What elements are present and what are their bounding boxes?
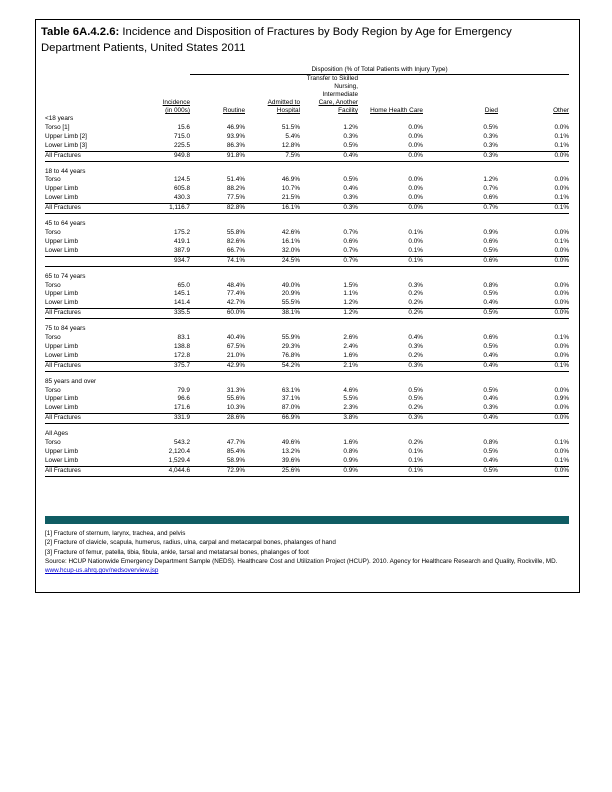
table-row: [45, 229, 569, 238]
table-row: [45, 282, 569, 291]
cell-value: 91.8%: [190, 151, 245, 161]
cell-value: 138.8: [174, 342, 190, 350]
cell-value: 0.0%: [408, 132, 423, 140]
row-label: Lower Limb: [45, 247, 133, 256]
cell-value: 0.4%: [423, 352, 498, 361]
cell-value: 58.9%: [190, 457, 245, 466]
table-row: [45, 361, 569, 371]
died-header: Died: [484, 107, 498, 114]
cell-value: 949.8: [133, 151, 190, 161]
table-row: [45, 448, 569, 457]
cell-value: 28.6%: [190, 414, 245, 424]
cell-value: 5.4%: [285, 132, 300, 140]
cell-value: 0.1%: [498, 204, 569, 214]
cell-value: 0.1%: [498, 194, 569, 203]
cell-value: 0.1%: [554, 334, 570, 342]
source-note: [45, 557, 569, 576]
cell-value: 387.9: [133, 247, 190, 256]
cell-value: 31.3%: [226, 386, 245, 394]
cell-value: 48.4%: [226, 281, 245, 289]
group-label-row: [45, 220, 569, 229]
header-row-disposition: [45, 66, 569, 75]
cell-value: 20.9%: [281, 290, 300, 298]
routine-header: Routine: [222, 107, 245, 114]
admitted-header-line2: Hospital: [276, 107, 300, 114]
row-label: Lower Limb: [45, 299, 133, 308]
row-label: Torso: [45, 228, 61, 236]
cell-value: 88.2%: [226, 185, 245, 193]
cell-value: 605.8: [174, 185, 190, 193]
cell-value: 0.1%: [554, 132, 570, 140]
age-group-label: 18 to 44 years: [45, 167, 86, 175]
cell-value: 0.5%: [483, 386, 498, 394]
cell-value: 16.1%: [281, 237, 300, 245]
table-row: [45, 142, 569, 151]
row-label: Upper Limb: [45, 237, 79, 245]
cell-value: 0.6%: [483, 334, 498, 342]
cell-value: 0.3%: [483, 132, 498, 140]
cell-value: 0.0%: [498, 404, 569, 413]
cell-value: 543.2: [174, 439, 190, 447]
table-row: [45, 176, 569, 185]
row-label: Torso: [45, 176, 61, 184]
row-label: Lower Limb: [45, 352, 133, 361]
cell-value: 0.1%: [408, 228, 423, 236]
cell-value: 96.6: [177, 395, 190, 403]
cell-value: 2.1%: [300, 361, 358, 371]
cell-value: 0.6%: [423, 256, 498, 266]
cell-value: 1,116.7: [133, 204, 190, 214]
cell-value: 0.1%: [554, 439, 570, 447]
table-row: [45, 256, 569, 266]
cell-value: 82.8%: [190, 204, 245, 214]
cell-value: 0.4%: [483, 395, 498, 403]
cell-value: 0.9%: [483, 228, 498, 236]
group-label-row: [45, 325, 569, 334]
cell-value: 0.3%: [358, 361, 423, 371]
cell-value: 0.3%: [408, 281, 423, 289]
cell-value: 83.1: [177, 334, 190, 342]
cell-value: 79.9: [177, 386, 190, 394]
cell-value: 0.3%: [358, 414, 423, 424]
cell-value: 0.6%: [423, 194, 498, 203]
cell-value: 74.1%: [190, 256, 245, 266]
cell-value: 0.5%: [408, 386, 423, 394]
cell-value: 16.1%: [245, 204, 300, 214]
transfer-header-line2: Nursing,: [334, 83, 358, 90]
group-label-row: [45, 273, 569, 282]
cell-value: 0.0%: [498, 247, 569, 256]
header-row-1: [45, 75, 569, 84]
cell-value: 0.8%: [483, 439, 498, 447]
transfer-header-line5: Facility: [338, 107, 358, 114]
cell-value: 0.3%: [423, 142, 498, 151]
age-group-label: 45 to 64 years: [45, 220, 86, 228]
transfer-header-line1: Transfer to Skilled: [306, 75, 358, 82]
table-row: [45, 466, 569, 476]
row-label: Torso: [45, 386, 61, 394]
cell-value: 77.5%: [190, 194, 245, 203]
cell-value: 0.8%: [483, 281, 498, 289]
source-text: Source: HCUP Nationwide Emergency Department Sample (NEDS). Healthcare Cost and Utilization Project (HCUP). 2010. Agency for Healthcare Research and Quality, Rockville, MD.: [45, 557, 558, 565]
cell-value: 87.0%: [245, 404, 300, 413]
cell-value: 0.5%: [483, 342, 498, 350]
cell-value: 0.0%: [554, 123, 570, 131]
group-label-row: [45, 115, 569, 124]
row-label: Upper Limb: [45, 185, 79, 193]
cell-value: 1.2%: [300, 309, 358, 319]
cell-value: 7.5%: [245, 151, 300, 161]
cell-value: 0.3%: [300, 204, 358, 214]
cell-value: 37.1%: [281, 395, 300, 403]
cell-value: 85.4%: [226, 448, 245, 455]
cell-value: 0.0%: [554, 176, 570, 184]
table-row: [45, 185, 569, 194]
cell-value: 49.6%: [281, 439, 300, 447]
cell-value: 2.6%: [343, 334, 358, 342]
cell-value: 0.3%: [343, 132, 358, 140]
cell-value: 0.0%: [408, 176, 423, 184]
cell-value: 335.5: [133, 309, 190, 319]
cell-value: 0.1%: [358, 457, 423, 466]
cell-value: 0.5%: [408, 395, 423, 403]
cell-value: 0.0%: [554, 290, 570, 298]
group-label-row: [45, 168, 569, 177]
cell-value: 55.9%: [281, 334, 300, 342]
table-row: [45, 387, 569, 396]
cell-value: 32.0%: [245, 247, 300, 256]
table-row: [45, 151, 569, 161]
row-label: Lower Limb: [45, 457, 133, 466]
row-label: Torso: [45, 281, 61, 289]
cell-value: 0.5%: [483, 290, 498, 298]
cell-value: 1.2%: [483, 176, 498, 184]
cell-value: 0.1%: [498, 457, 569, 466]
cell-value: 0.1%: [408, 448, 423, 455]
cell-value: 0.1%: [498, 361, 569, 371]
cell-value: 172.8: [133, 352, 190, 361]
cell-value: 375.7: [133, 361, 190, 371]
cell-value: 0.0%: [498, 256, 569, 266]
age-group-label: 65 to 74 years: [45, 272, 86, 280]
cell-value: 430.3: [133, 194, 190, 203]
cell-value: 0.0%: [498, 299, 569, 308]
row-label: All Fractures: [45, 309, 133, 319]
cell-value: 0.4%: [423, 457, 498, 466]
cell-value: 0.3%: [408, 342, 423, 350]
cell-value: 4.6%: [343, 386, 358, 394]
row-label: Upper Limb: [45, 342, 79, 350]
cell-value: 0.0%: [554, 228, 570, 236]
cell-value: 42.9%: [190, 361, 245, 371]
footnote-3: [3] Fracture of femur, patella, tibia, fibula, ankle, tarsal and metatarsal bones, phalanges of foot: [45, 548, 309, 556]
cell-value: 2.3%: [300, 404, 358, 413]
cell-value: 0.4%: [408, 334, 423, 342]
cell-value: 0.5%: [483, 448, 498, 455]
cell-value: 2.4%: [343, 342, 358, 350]
cell-value: 2,120.4: [168, 448, 190, 455]
cell-value: 15.6: [177, 123, 190, 131]
cell-value: 0.8%: [343, 448, 358, 455]
cell-value: 0.3%: [300, 194, 358, 203]
cell-value: 0.7%: [300, 247, 358, 256]
cell-value: 72.9%: [190, 466, 245, 476]
group-label-row: [45, 430, 569, 439]
incidence-header-line2: (in 000s): [165, 107, 190, 114]
cell-value: 1.2%: [300, 299, 358, 308]
cell-value: 0.5%: [423, 309, 498, 319]
row-label: Upper Limb: [45, 290, 79, 298]
table-row: [45, 457, 569, 466]
cell-value: 0.4%: [423, 299, 498, 308]
cell-value: 0.2%: [408, 439, 423, 447]
cell-value: 66.7%: [190, 247, 245, 256]
cell-value: 51.4%: [226, 176, 245, 184]
cell-value: 55.6%: [226, 395, 245, 403]
cell-value: 0.2%: [358, 299, 423, 308]
table-title: [41, 24, 571, 56]
cell-value: 0.5%: [423, 466, 498, 476]
cell-value: 1.5%: [343, 281, 358, 289]
table-row: [45, 247, 569, 256]
cell-value: 39.6%: [245, 457, 300, 466]
cell-value: 145.1: [174, 290, 190, 298]
table-row: [45, 343, 569, 352]
cell-value: 47.7%: [226, 439, 245, 447]
cell-value: 49.0%: [281, 281, 300, 289]
footnote-2: [2] Fracture of clavicle, scapula, humerus, radius, ulna, carpal and metacarpal bones, phalanges of hand: [45, 539, 336, 547]
cell-value: 1.2%: [343, 123, 358, 131]
cell-value: 124.5: [174, 176, 190, 184]
cell-value: 0.0%: [358, 142, 423, 151]
cell-value: 51.5%: [281, 123, 300, 131]
home-health-header: Home Health Care: [370, 107, 423, 114]
cell-value: 0.9%: [300, 457, 358, 466]
cell-value: 0.2%: [408, 290, 423, 298]
row-label: [45, 256, 133, 266]
cell-value: 65.0: [177, 281, 190, 289]
cell-value: 21.0%: [190, 352, 245, 361]
disposition-header: Disposition (% of Total Patients with Injury Type): [190, 66, 569, 75]
cell-value: 175.2: [174, 228, 190, 236]
cell-value: 86.3%: [190, 142, 245, 151]
admitted-header-line1: Admitted to: [267, 99, 300, 106]
cell-value: 12.8%: [245, 142, 300, 151]
table-row: [45, 309, 569, 319]
cell-value: 0.2%: [358, 404, 423, 413]
cell-value: 0.5%: [483, 123, 498, 131]
table-row: [45, 404, 569, 413]
cell-value: 1.1%: [343, 290, 358, 298]
cell-value: 3.8%: [300, 414, 358, 424]
cell-value: 0.2%: [358, 352, 423, 361]
cell-value: 0.5%: [343, 176, 358, 184]
cell-value: 0.5%: [423, 247, 498, 256]
cell-value: 82.6%: [226, 237, 245, 245]
cell-value: 0.4%: [423, 361, 498, 371]
cell-value: 0.7%: [343, 228, 358, 236]
cell-value: 0.0%: [554, 281, 570, 289]
table-row: [45, 352, 569, 361]
cell-value: 0.0%: [408, 185, 423, 193]
cell-value: 715.0: [174, 132, 190, 140]
cell-value: 0.0%: [498, 414, 569, 424]
group-label-row: [45, 378, 569, 387]
age-group-label: <18 years: [45, 115, 74, 122]
age-group-label: All Ages: [45, 430, 69, 438]
other-header: Other: [553, 107, 570, 114]
table-row: [45, 133, 569, 142]
cell-value: 55.5%: [245, 299, 300, 308]
table-row: [45, 414, 569, 424]
table-row: [45, 204, 569, 214]
cell-value: 141.4: [133, 299, 190, 308]
cell-value: 0.0%: [498, 352, 569, 361]
row-label: Upper Limb: [45, 448, 79, 455]
cell-value: 0.0%: [554, 342, 570, 350]
cell-value: 0.1%: [358, 256, 423, 266]
cell-value: 0.0%: [408, 237, 423, 245]
cell-value: 225.5: [133, 142, 190, 151]
fracture-disposition-table: [45, 66, 569, 477]
source-link[interactable]: www.hcup-us.ahrq.gov/nedsoverview.jsp: [45, 567, 159, 575]
cell-value: 54.2%: [245, 361, 300, 371]
row-label: Lower Limb: [45, 404, 133, 413]
cell-value: 55.8%: [226, 228, 245, 236]
cell-value: 0.0%: [358, 194, 423, 203]
row-label: Upper Limb: [45, 395, 79, 403]
cell-value: 29.3%: [281, 342, 300, 350]
cell-value: 0.7%: [300, 256, 358, 266]
cell-value: 0.1%: [554, 237, 570, 245]
table-row: [45, 290, 569, 299]
table-row: [45, 334, 569, 343]
cell-value: 1.6%: [300, 352, 358, 361]
row-label: All Fractures: [45, 204, 133, 214]
cell-value: 171.6: [133, 404, 190, 413]
transfer-header-line4: Care, Another: [318, 99, 358, 106]
cell-value: 66.9%: [245, 414, 300, 424]
cell-value: 0.1%: [358, 466, 423, 476]
row-label: Torso [1]: [45, 123, 70, 131]
cell-value: 0.0%: [408, 123, 423, 131]
cell-value: 60.0%: [190, 309, 245, 319]
cell-value: 42.7%: [190, 299, 245, 308]
table-row: [45, 124, 569, 133]
cell-value: 0.0%: [554, 386, 570, 394]
cell-value: 0.9%: [554, 395, 570, 403]
cell-value: 46.9%: [226, 123, 245, 131]
cell-value: 42.6%: [281, 228, 300, 236]
cell-value: 0.7%: [483, 185, 498, 193]
table-footer-bar: [45, 516, 569, 524]
table-row: [45, 194, 569, 203]
cell-value: 38.1%: [245, 309, 300, 319]
cell-value: 24.5%: [245, 256, 300, 266]
header-row-4: [45, 99, 569, 107]
cell-value: 93.9%: [226, 132, 245, 140]
row-label: All Fractures: [45, 151, 133, 161]
row-label: Lower Limb [3]: [45, 142, 133, 151]
cell-value: 46.9%: [281, 176, 300, 184]
cell-value: 0.4%: [343, 185, 358, 193]
cell-value: 5.5%: [343, 395, 358, 403]
cell-value: 1,529.4: [133, 457, 190, 466]
cell-value: 76.8%: [245, 352, 300, 361]
cell-value: 40.4%: [226, 334, 245, 342]
cell-value: 0.3%: [423, 151, 498, 161]
cell-value: 63.1%: [281, 386, 300, 394]
cell-value: 25.6%: [245, 466, 300, 476]
cell-value: 1.6%: [343, 439, 358, 447]
row-label: Lower Limb: [45, 194, 133, 203]
row-label: Upper Limb [2]: [45, 132, 87, 140]
row-label: Torso: [45, 334, 61, 342]
cell-value: 0.7%: [423, 204, 498, 214]
cell-value: 0.4%: [423, 414, 498, 424]
cell-value: 0.0%: [498, 309, 569, 319]
footnotes: [45, 529, 569, 575]
row-label: Torso: [45, 439, 61, 447]
cell-value: 0.0%: [498, 151, 569, 161]
cell-value: 419.1: [174, 237, 190, 245]
cell-value: 331.9: [133, 414, 190, 424]
cell-value: 77.4%: [226, 290, 245, 298]
cell-value: 0.0%: [554, 185, 570, 193]
cell-value: 0.4%: [300, 151, 358, 161]
cell-value: 0.0%: [358, 151, 423, 161]
age-group-label: 75 to 84 years: [45, 325, 86, 333]
header-row-5: [45, 107, 569, 115]
cell-value: 21.5%: [245, 194, 300, 203]
cell-value: 10.3%: [190, 404, 245, 413]
header-row-3: [45, 91, 569, 99]
cell-value: 13.2%: [281, 448, 300, 455]
incidence-header-line1: Incidence: [162, 99, 190, 106]
table-row: [45, 299, 569, 308]
cell-value: 0.9%: [300, 466, 358, 476]
cell-value: 4,044.6: [133, 466, 190, 476]
footnote-1: [1] Fracture of sternum, larynx, trachea, and pelvis: [45, 530, 186, 537]
table-row: [45, 395, 569, 404]
cell-value: 934.7: [133, 256, 190, 266]
header-row-2: [45, 83, 569, 91]
cell-value: 0.6%: [343, 237, 358, 245]
row-label: All Fractures: [45, 361, 133, 371]
transfer-header-line3: Intermediate: [322, 91, 358, 98]
age-group-label: 85 years and over: [45, 377, 97, 385]
row-label: All Fractures: [45, 414, 133, 424]
cell-value: 0.5%: [300, 142, 358, 151]
cell-value: 0.1%: [358, 247, 423, 256]
cell-value: 0.3%: [423, 404, 498, 413]
row-label: All Fractures: [45, 466, 133, 476]
cell-value: 67.5%: [226, 342, 245, 350]
cell-value: 0.6%: [483, 237, 498, 245]
cell-value: 0.0%: [358, 204, 423, 214]
cell-value: 0.2%: [358, 309, 423, 319]
cell-value: 0.1%: [498, 142, 569, 151]
cell-value: 10.7%: [281, 185, 300, 193]
cell-value: 0.0%: [498, 466, 569, 476]
table-number: Table 6A.4.2.6:: [41, 26, 120, 38]
table-row: [45, 238, 569, 247]
cell-value: 0.0%: [554, 448, 570, 455]
table-title-text: Incidence and Disposition of Fractures by Body Region by Age for Emergency Department Patients, United States 2011: [41, 26, 512, 54]
table-row: [45, 439, 569, 448]
